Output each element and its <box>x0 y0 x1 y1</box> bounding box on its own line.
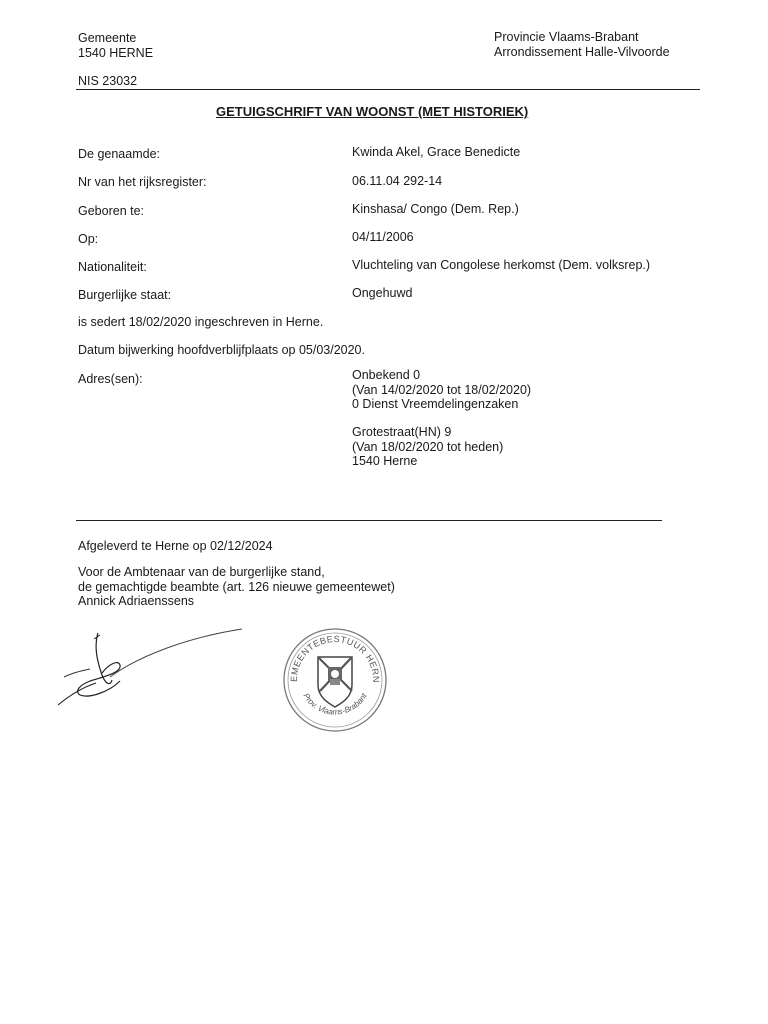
province-name: Provincie Vlaams-Brabant <box>494 30 639 44</box>
registration-statement: is sedert 18/02/2020 ingeschreven in Herne. <box>78 315 324 329</box>
address-entry <box>352 368 531 412</box>
field-value-name: Kwinda Akel, Grace Benedicte <box>352 145 521 159</box>
address-line: Onbekend 0 <box>352 368 421 382</box>
update-statement: Datum bijwerking hoofdverblijfplaats op 05/03/2020. <box>78 343 365 357</box>
addresses-label: Adres(sen): <box>78 372 143 386</box>
municipality-label: Gemeente <box>78 31 137 45</box>
signatory-name: Annick Adriaenssens <box>78 594 195 608</box>
header-divider <box>76 89 700 90</box>
signature-image <box>50 625 250 715</box>
address-line: Grotestraat(HN) 9 <box>352 425 452 439</box>
nis-code: NIS 23032 <box>78 74 138 88</box>
field-value-nationality: Vluchteling van Congolese herkomst (Dem. volksrep.) <box>352 258 651 272</box>
field-label-national-register: Nr van het rijksregister: <box>78 175 207 189</box>
field-label-birthplace: Geboren te: <box>78 204 145 218</box>
footer-divider <box>76 520 662 521</box>
field-label-nationality: Nationaliteit: <box>78 260 147 274</box>
address-entry <box>352 425 503 469</box>
field-label-name: De genaamde: <box>78 147 161 161</box>
field-value-national-register: 06.11.04 292-14 <box>352 174 443 188</box>
field-label-civil-status: Burgerlijke staat: <box>78 288 172 302</box>
address-line: 0 Dienst Vreemdelingenzaken <box>352 397 519 411</box>
address-line: 1540 Herne <box>352 454 418 468</box>
arrondissement-name: Arrondissement Halle-Vilvoorde <box>494 45 670 59</box>
seal-top-text: GEMEENTEBESTUUR HERNE <box>278 619 382 684</box>
signatory-line: Voor de Ambtenaar van de burgerlijke stand, <box>78 565 325 579</box>
field-value-birthdate: 04/11/2006 <box>352 230 414 244</box>
signatory-block <box>78 565 395 609</box>
field-label-birthdate: Op: <box>78 232 99 246</box>
delivery-statement: Afgeleverd te Herne op 02/12/2024 <box>78 539 273 553</box>
signatory-line: de gemachtigde beambte (art. 126 nieuwe gemeentewet) <box>78 579 395 594</box>
municipality-postcode: 1540 HERNE <box>78 46 154 60</box>
field-value-civil-status: Ongehuwd <box>352 286 413 300</box>
seal-bottom-text: Prov. Vlaams-Brabant <box>301 691 369 717</box>
field-value-birthplace: Kinshasa/ Congo (Dem. Rep.) <box>352 202 519 216</box>
svg-text:Prov. Vlaams-Brabant <box>301 691 369 716</box>
municipal-seal-stamp <box>278 619 388 733</box>
address-period: (Van 14/02/2020 tot 18/02/2020) <box>352 382 532 397</box>
address-period: (Van 18/02/2020 tot heden) <box>352 439 504 454</box>
document-title: GETUIGSCHRIFT VAN WOONST (MET HISTORIEK) <box>216 104 529 119</box>
